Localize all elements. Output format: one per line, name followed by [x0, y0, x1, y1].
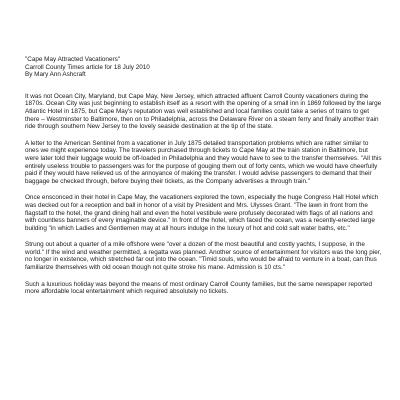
paragraph-1: It was not Ocean City, Maryland, but Cape May, New Jersey, which attracted affluent Carroll County vacationers during the 1870s. Ocean City was just beginning to establish itself as a resort with the opening of a small inn in 1869 followed by the large Atlantic Hotel in 1875, but Cape May's reputation was well established and local families could take a series of trains to get there – Westminster to Baltimore, then on to Philadelphia, across the Delaware River on a steam ferry and finally another train ride through southern New Jersey to the lovely seaside destination at the tip of the state. — [25, 92, 382, 131]
byline: By Mary Ann Ashcraft — [25, 71, 86, 79]
article-body — [25, 56, 383, 296]
article-header — [25, 56, 383, 79]
paragraph-2: A letter to the American Sentinel from a vacationer in July 1875 detailed transportation problems which are rather similar to ones we might experience today. The travelers purchased through tickets to Cape May at the train station in Baltimore, but were later told their luggage would be off-loaded in Philadelphia and they would have to see to the transfer themselves. "All this entirely useless trouble to passengers was for the purpose of gouging them out of forty cents, which we would have cheerfully paid if they would have relieved us of the annoyance of making the transfer. I would advise passengers to demand that their baggage be checked through, before buying their tickets, as the Company advertises a through train." — [25, 139, 382, 185]
paragraph-5: Such a luxurious holiday was beyond the means of most ordinary Carroll County families, but the same newspaper reported more affordable local entertainment which required absolutely no tickets. — [25, 280, 372, 296]
article-title: "Cape May Attracted Vacationers" — [25, 56, 121, 63]
paragraph-4: Strung out about a quarter of a mile offshore were "over a dozen of the most beautiful and costly yachts, I suppose, in the world." If the wind and weather permitted, a regatta was planned. Another source of entertainment for visitors was the long pier, no longer in existence, which stretched far out into the ocean. "Timid souls, who would be afraid to venture in a boat, can thus familiarize themselves with old ocean though not quite stroke his mane. Admission is 10 cts." — [25, 241, 382, 272]
paragraph-3: Once ensconced in their hotel in Cape May, the vacationers explored the town, especially the huge Congress Hall Hotel which was decked out for a reception and ball in honor of a visit by President and Mrs. Ulysses Grant. "The lawn in front from the flagstaff to the hotel, the grand dining hall and even the hotel vestibule were profusely decorated with flags of all nations and with countless banners of every imaginable device." In front of the hotel, which faced the ocean, was a recently-erected large building "in which Ladies and Gentlemen may at all hours indulge in the luxury of hot and cold salt water baths, etc." — [25, 194, 379, 232]
publication-line: Carroll County Times article for 18 July 2010 — [25, 63, 150, 71]
